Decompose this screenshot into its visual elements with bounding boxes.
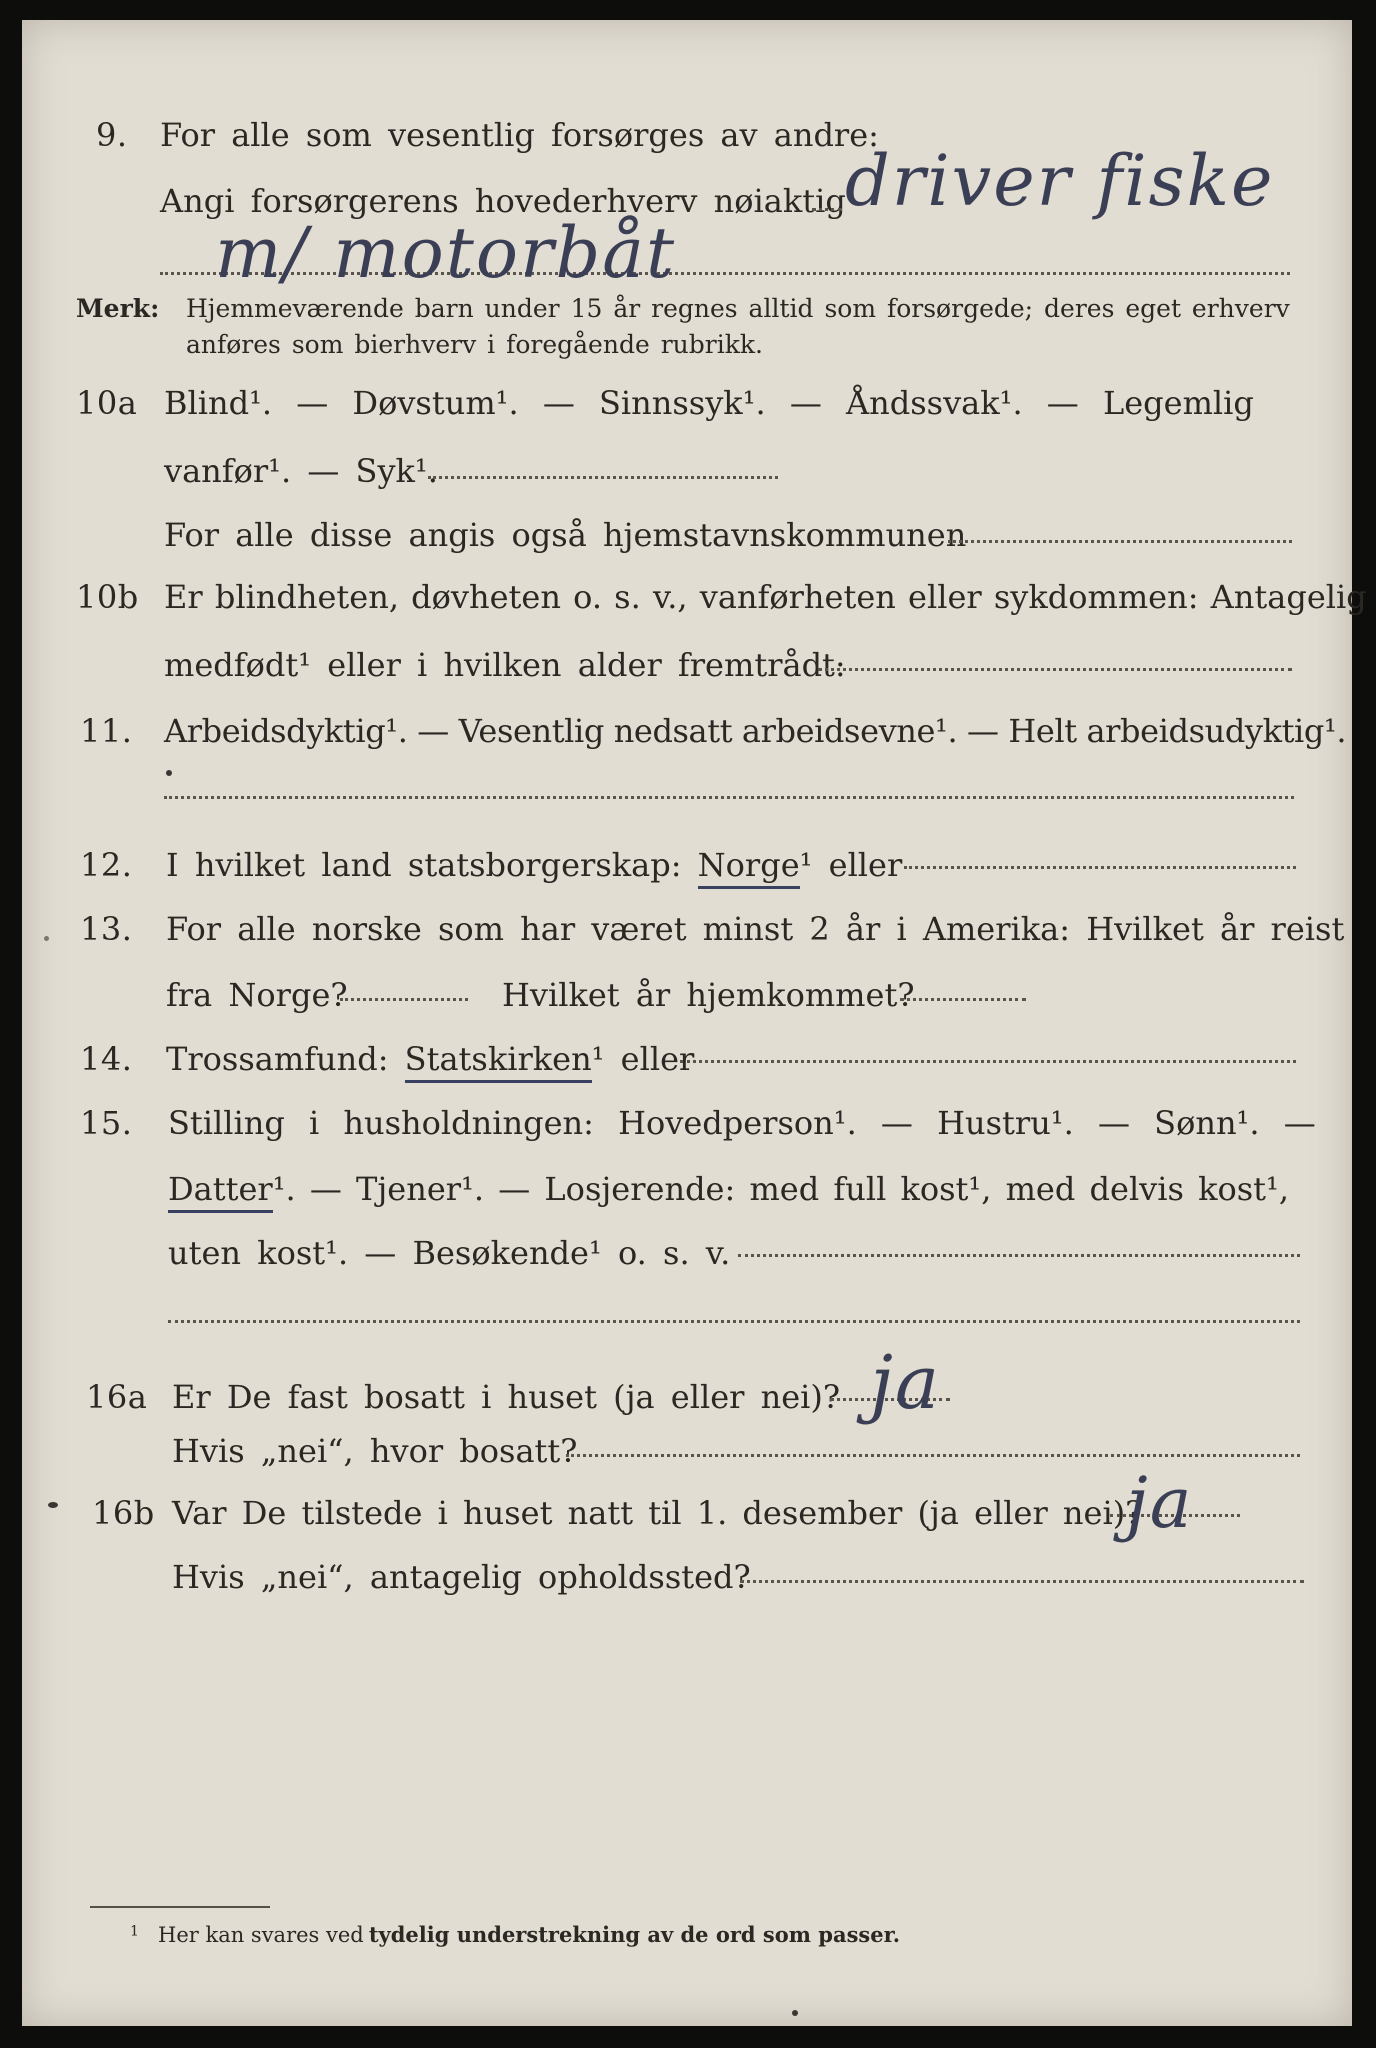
answer-line	[904, 866, 1296, 869]
question-text	[168, 1170, 1289, 1208]
footnote-bold-text: tydelig understrekning av de ord som passer.	[368, 1922, 901, 1947]
answer-line	[428, 476, 778, 479]
answer-line	[818, 668, 1292, 671]
answer-line	[168, 1320, 1300, 1323]
footnote	[130, 1922, 900, 1947]
answer-line	[900, 998, 1026, 1001]
question-text: For alle norske som har været minst 2 år i Amerika: Hvilket år reist	[166, 910, 1345, 948]
handwritten-answer: m/ motorbåt	[215, 212, 677, 294]
question-number: 9.	[96, 116, 128, 154]
question-number: 13.	[80, 910, 133, 948]
answer-line	[812, 208, 842, 211]
question-text: Hvis „nei“, hvor bosatt?	[172, 1432, 578, 1470]
question-number: 16b	[92, 1494, 155, 1532]
note-label: Merk:	[76, 294, 160, 323]
underlined-answer: Statskirken	[405, 1040, 592, 1083]
answer-line	[948, 540, 1292, 543]
handwritten-answer: ja	[1126, 1462, 1194, 1544]
question-text	[166, 1040, 694, 1078]
note-text: Hjemmeværende barn under 15 år regnes alltid som forsørgede; deres eget erhverv	[186, 294, 1290, 323]
question-number: 16a	[86, 1378, 148, 1416]
ink-speck	[166, 770, 172, 776]
question-number: 12.	[80, 846, 133, 884]
underlined-answer: Datter	[168, 1170, 273, 1213]
question-text: fra Norge?	[166, 976, 348, 1014]
answer-line	[566, 1454, 1300, 1457]
handwritten-answer: ja	[870, 1340, 942, 1426]
question-number: 11.	[80, 712, 133, 750]
footnote-mark: 1	[130, 1923, 139, 1940]
question-suffix: ¹ eller	[591, 1040, 695, 1078]
question-text: For alle disse angis også hjemstavnskommunen	[164, 516, 967, 554]
answer-line	[680, 1060, 1296, 1063]
question-text: Er blindheten, døvheten o. s. v., vanførheten eller sykdommen: Antagelig	[164, 578, 1367, 616]
underlined-answer: Norge	[698, 846, 800, 889]
question-number: 10b	[76, 578, 139, 616]
ink-speck	[44, 936, 49, 941]
question-text: Hvis „nei“, antagelig opholdssted?	[172, 1558, 751, 1596]
answer-line	[740, 1580, 1304, 1583]
question-rest: ¹. — Tjener¹. — Losjerende: med full kost¹, med delvis kost¹,	[272, 1170, 1290, 1208]
question-number: 10a	[76, 384, 138, 422]
question-text: Arbeidsdyktig¹. — Vesentlig nedsatt arbeidsevne¹. — Helt arbeidsudyktig¹.	[164, 712, 1347, 750]
question-suffix: ¹ eller	[799, 846, 903, 884]
question-text: For alle som vesentlig forsørges av andre:	[160, 116, 879, 154]
footnote-rule	[90, 1906, 270, 1908]
note-text: anføres som bierhverv i foregående rubrikk.	[186, 330, 763, 359]
question-text: medfødt¹ eller i hvilken alder fremtrådt:	[164, 646, 846, 684]
question-number: 15.	[80, 1104, 133, 1142]
question-text: Er De fast bosatt i huset (ja eller nei)?	[172, 1378, 841, 1416]
question-text	[166, 846, 902, 884]
question-prefix: Trossamfund:	[166, 1040, 389, 1078]
question-text: Var De tilstede i huset natt til 1. desember (ja eller nei)?	[172, 1494, 1143, 1532]
handwritten-answer: driver fiske	[845, 140, 1275, 222]
question-text: Angi forsørgerens hovederhverv nøiaktig	[160, 182, 846, 220]
answer-line	[164, 796, 1294, 799]
question-prefix: I hvilket land statsborgerskap:	[166, 846, 682, 884]
answer-line	[340, 998, 468, 1001]
ink-speck	[792, 2010, 798, 2016]
question-text: Hvilket år hjemkommet?	[502, 976, 915, 1014]
footnote-text: Her kan svares ved	[158, 1923, 364, 1947]
answer-line	[738, 1254, 1300, 1257]
question-text: Stilling i husholdningen: Hovedperson¹. — Hustru¹. — Sønn¹. —	[168, 1104, 1316, 1142]
ink-speck	[48, 1502, 58, 1508]
question-number: 14.	[80, 1040, 133, 1078]
question-text: vanfør¹. — Syk¹.	[164, 452, 438, 490]
question-text: Blind¹. — Døvstum¹. — Sinnssyk¹. — Åndssvak¹. — Legemlig	[164, 384, 1254, 422]
question-text: uten kost¹. — Besøkende¹ o. s. v.	[168, 1234, 731, 1272]
